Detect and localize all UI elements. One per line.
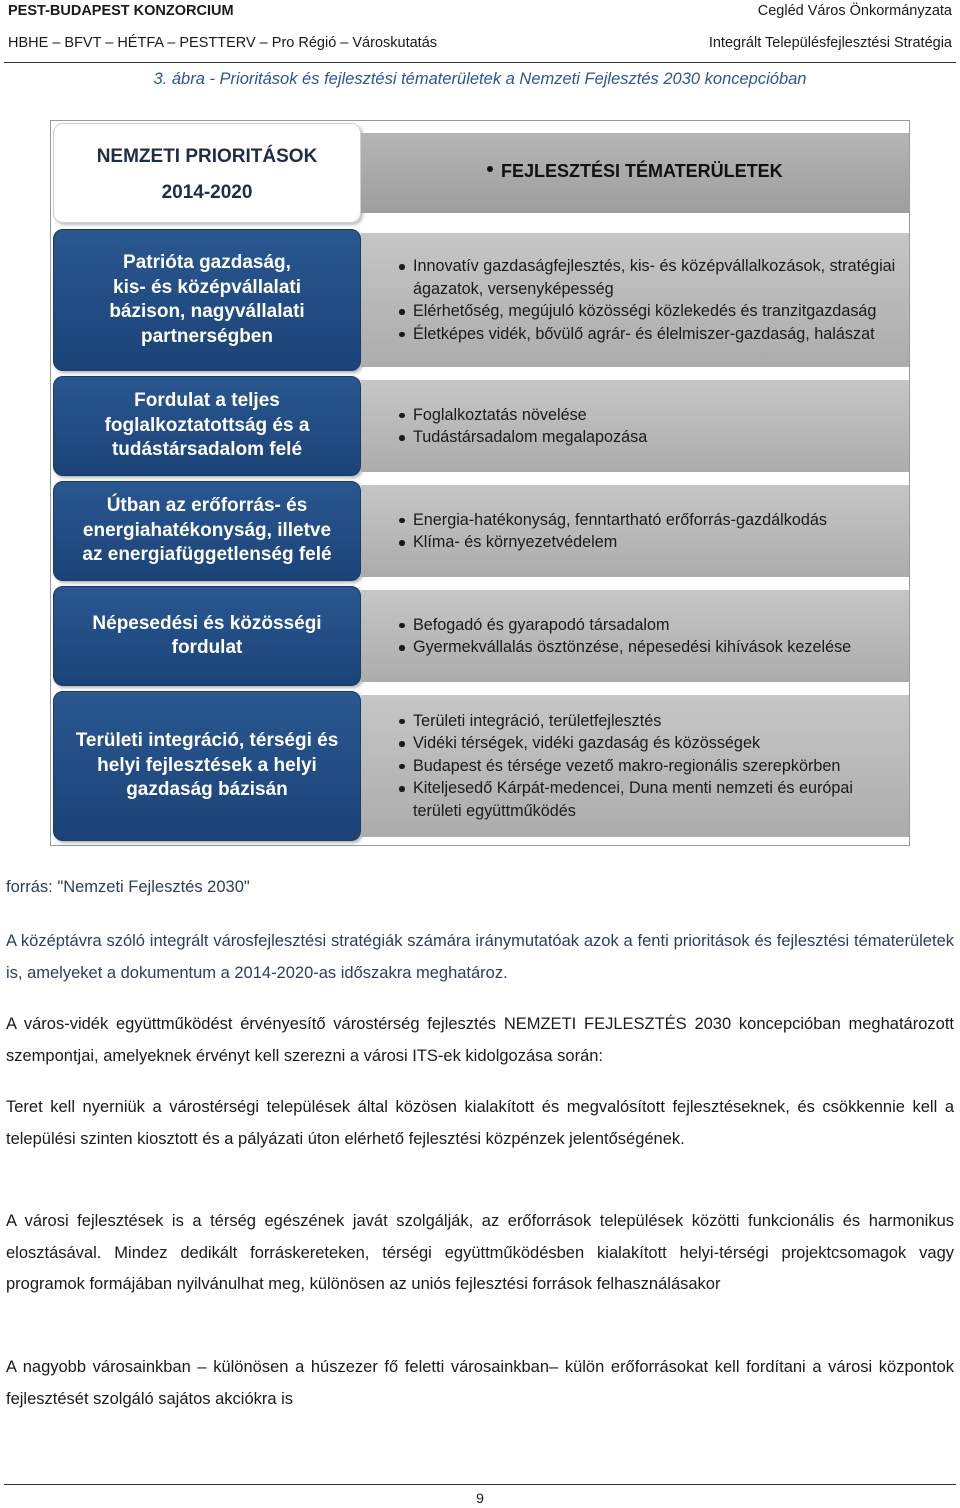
page-header (0, 0, 960, 64)
priority-row (53, 376, 909, 476)
theme-item: Befogadó és gyarapodó társadalom (413, 614, 897, 637)
theme-item: Klíma- és környezetvédelem (413, 531, 897, 554)
header-municipality: Cegléd Város Önkormányzata (757, 3, 952, 19)
priority-label: Népesedési és közösségi fordulat (92, 612, 322, 658)
theme-item: Vidéki térségek, vidéki gazdaság és közösségek (413, 732, 897, 755)
header-row-top (8, 3, 952, 19)
priority-box (53, 481, 361, 581)
priority-row (53, 229, 909, 371)
bullet-icon (487, 166, 493, 172)
priority-label: Útban az erőforrás- és energiahatékonyság, illetve az energiafüggetlenség felé (82, 495, 332, 566)
priorities-header (53, 123, 361, 223)
header-document-title: Integrált Településfejlesztési Stratégia (708, 35, 952, 51)
themes-box (361, 233, 909, 367)
priority-label: Fordulat a teljes foglalkoztatottság és a tudástársadalom felé (104, 390, 310, 461)
theme-item: Tudástársadalom megalapozása (413, 426, 897, 449)
body-paragraph: A városi fejlesztések is a térség egészének javát szolgálják, az erőforrások települések közötti funkcionális és harmonikus elosztásával. Mindez dedikált forráskereteken, térségi együttműködésben kialakított helyi-térségi projektcsomagok vagy programok formájában nyilvánulhat meg, különösen az uniós fejlesztési források felhasználásakor (6, 1212, 954, 1293)
page-number: 9 (476, 1490, 484, 1506)
priority-box (53, 691, 361, 841)
theme-item: Területi integráció, területfejlesztés (413, 710, 897, 733)
themes-box (361, 380, 909, 472)
header-divider (4, 62, 956, 63)
theme-item: Foglalkoztatás növelése (413, 404, 897, 427)
themes-header (361, 133, 909, 213)
themes-box (361, 485, 909, 577)
priority-box (53, 229, 361, 371)
body-paragraph: A város-vidék együttműködést érvényesítő várostérség fejlesztés NEMZETI FEJLESZTÉS 2030 koncepcióban meghatározott szempontjai, amelyeknek érvényt kell szerezni a városi ITS-ek kidolgozása során: (6, 1015, 954, 1065)
priority-label: Területi integráció, térségi és helyi fejlesztések a helyi gazdaság bázisán (75, 730, 339, 801)
priorities-header-title: NEMZETI PRIORITÁSOK (96, 146, 318, 167)
theme-item: Kiteljesedő Kárpát-medencei, Duna menti nemzeti és európai területi együttműködés (413, 777, 897, 822)
priority-box (53, 586, 361, 686)
theme-item: Életképes vidék, bővülő agrár- és élelmiszer-gazdaság, halászat (413, 323, 897, 346)
theme-item: Energia-hatékonyság, fenntartható erőforrás-gazdálkodás (413, 509, 897, 532)
header-partners: HBHE – BFVT – HÉTFA – PESTTERV – Pro Régió – Városkutatás (8, 35, 438, 51)
figure-caption: 3. ábra - Prioritások és fejlesztési tématerületek a Nemzeti Fejlesztés 2030 koncepcióban (153, 70, 807, 88)
priority-box (53, 376, 361, 476)
header-row-bottom (8, 35, 952, 51)
body-paragraph: A nagyobb városainkban – különösen a húszezer fő feletti városainkban– külön erőforrásokat kell fordítani a városi központok fejlesztését szolgáló sajátos akciókra is (6, 1358, 954, 1408)
footer-divider (4, 1484, 956, 1485)
priority-row (53, 691, 909, 841)
priorities-header-period: 2014-2020 (161, 182, 253, 203)
header-consortium: PEST-BUDAPEST KONZORCIUM (8, 3, 234, 19)
theme-item: Elérhetőség, megújuló közösségi közlekedés és tranzitgazdaság (413, 300, 897, 323)
priority-row (53, 586, 909, 686)
themes-box (361, 590, 909, 682)
priority-label: Patrióta gazdaság, kis- és középvállalati bázison, nagyvállalati partnerségben (109, 252, 305, 347)
priority-row (53, 481, 909, 581)
themes-box (361, 695, 909, 837)
themes-header-title: FEJLESZTÉSI TÉMATERÜLETEK (501, 161, 783, 181)
theme-item: Gyermekvállalás ösztönzése, népesedési kihívások kezelése (413, 636, 897, 659)
figure-source: forrás: "Nemzeti Fejlesztés 2030" (6, 878, 250, 896)
body-paragraph: Teret kell nyerniük a várostérségi települések által közösen kialakított és megvalósított fejlesztéseknek, és csökkennie kell a települési szinten kiosztott és a pályázati úton elérhető fejlesztési közpénzek jelentőségének. (6, 1098, 954, 1148)
priorities-figure (50, 120, 910, 846)
body-paragraph: A középtávra szóló integrált városfejlesztési stratégiák számára iránymutatóak azok a fenti prioritások és fejlesztési tématerületek is, amelyeket a dokumentum a 2014-2020-as időszakra meghatároz. (6, 932, 954, 982)
theme-item: Budapest és térsége vezető makro-regionális szerepkörben (413, 755, 897, 778)
theme-item: Innovatív gazdaságfejlesztés, kis- és középvállalkozások, stratégiai ágazatok, versenyképesség (413, 255, 897, 300)
